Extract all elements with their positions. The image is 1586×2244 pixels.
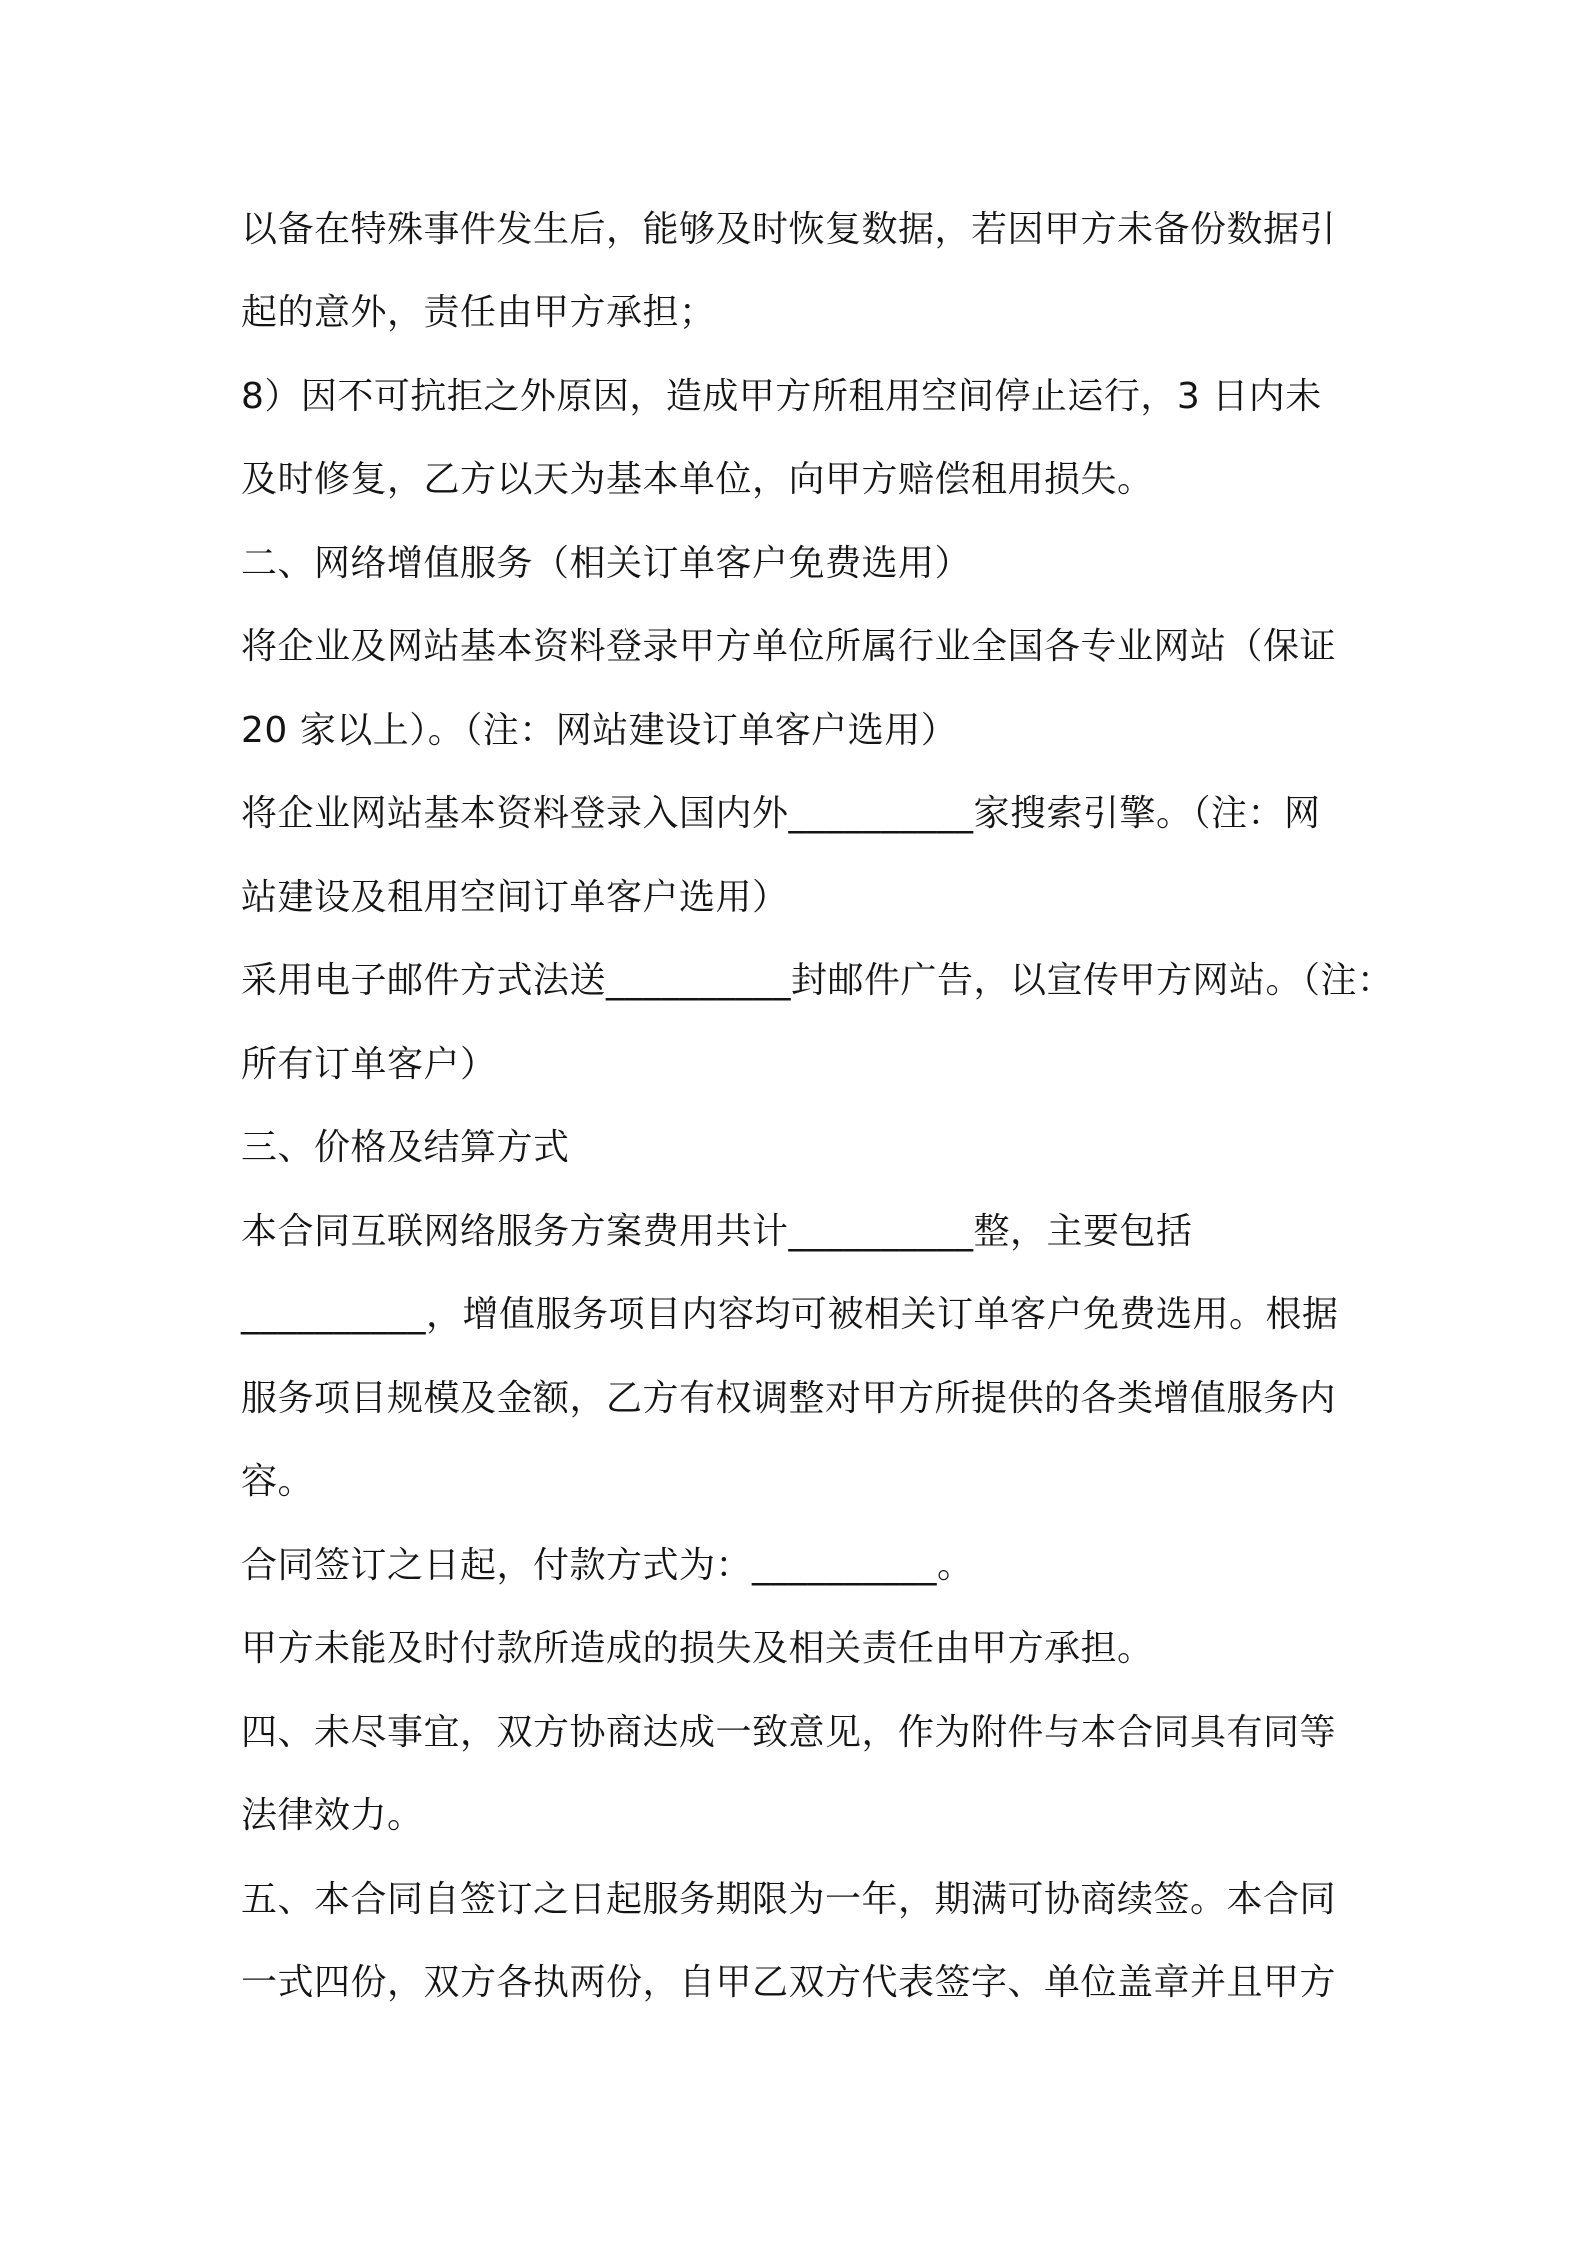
section-heading: 三、价格及结算方式 [241, 1127, 570, 1168]
section-heading: 五、本合同自签订之日起服务期限为一年，期满可协商续签。本合同 [241, 1879, 1337, 1920]
text-line: 以备在特殊事件发生后，能够及时恢复数据，若因甲方未备份数据引 [241, 209, 1337, 250]
section-heading: 四、未尽事宜，双方协商达成一致意见，作为附件与本合同具有同等 [241, 1712, 1337, 1753]
text-line: 将企业网站基本资料登录入国内外__________家搜索引擎。（注：网 [241, 793, 1321, 834]
text-line: 起的意外，责任由甲方承担； [241, 292, 716, 333]
text-line: __________，增值服务项目内容均可被相关订单客户免费选用。根据 [241, 1294, 1339, 1335]
text-line: 将企业及网站基本资料登录甲方单位所属行业全国各专业网站（保证 [241, 626, 1337, 667]
text-line: 甲方未能及时付款所造成的损失及相关责任由甲方承担。 [241, 1628, 1154, 1669]
text-line: 法律效力。 [241, 1795, 424, 1836]
section-heading: 二、网络增值服务（相关订单客户免费选用） [241, 543, 972, 584]
text-line: 采用电子邮件方式法送__________封邮件广告，以宣传甲方网站。（注： [241, 960, 1394, 1001]
text-line: 合同签订之日起，付款方式为：__________。 [241, 1545, 974, 1586]
text-line: 20 家以上）。（注：网站建设订单客户选用） [241, 710, 958, 751]
text-line: 一式四份，双方各执两份，自甲乙双方代表签字、单位盖章并且甲方 [241, 1962, 1337, 2003]
text-line: 容。 [241, 1461, 315, 1502]
text-line: 8）因不可抗拒之外原因，造成甲方所租用空间停止运行，3 日内未 [241, 376, 1322, 417]
text-line: 服务项目规模及金额，乙方有权调整对甲方所提供的各类增值服务内 [241, 1378, 1337, 1419]
text-line: 本合同互联网络服务方案费用共计__________整，主要包括 [241, 1211, 1193, 1252]
text-line: 站建设及租用空间订单客户选用） [241, 877, 789, 918]
text-line: 及时修复，乙方以天为基本单位，向甲方赔偿租用损失。 [241, 459, 1154, 500]
text-line: 所有订单客户） [241, 1044, 497, 1085]
